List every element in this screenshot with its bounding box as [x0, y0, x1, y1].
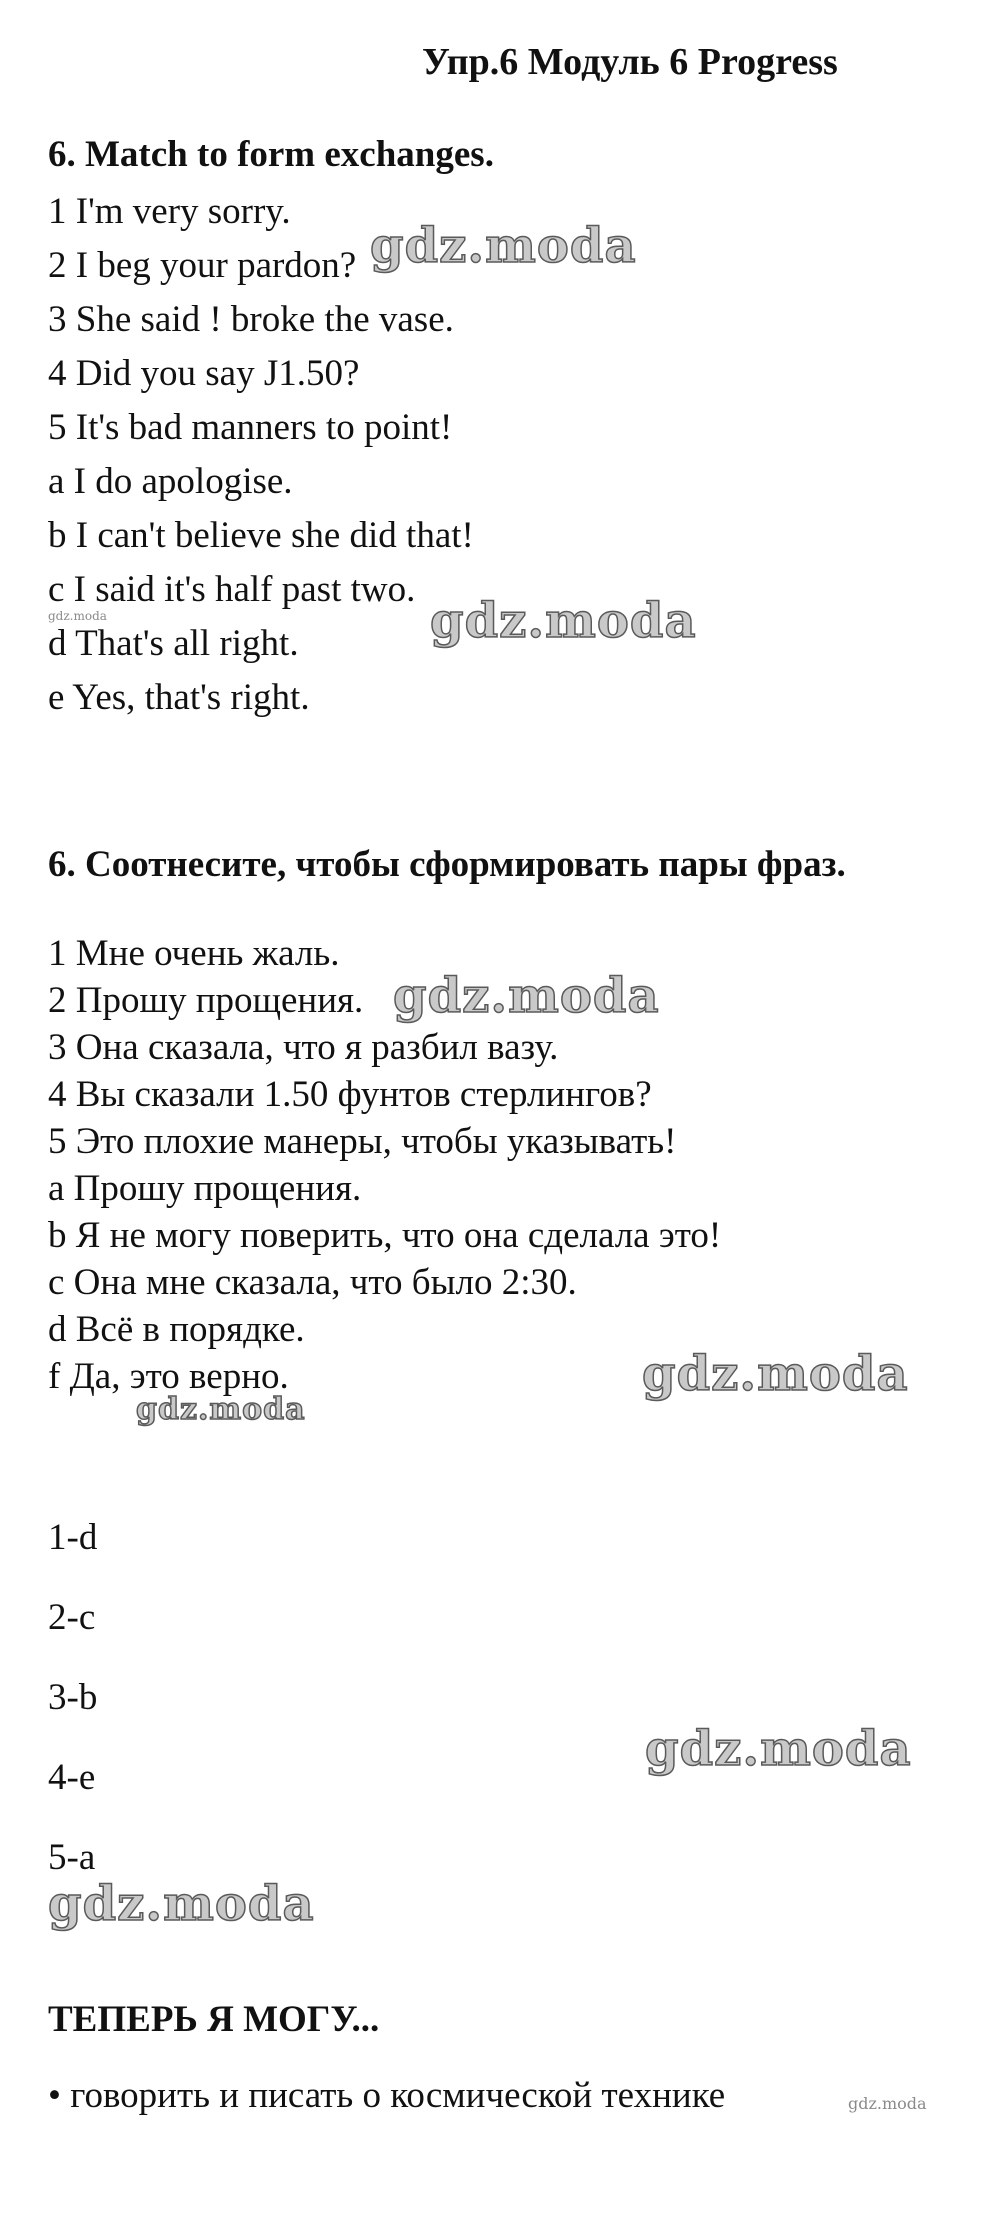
english-line-3: 3 She said ! broke the vase.	[48, 299, 454, 340]
watermark-small: gdz.moda	[48, 609, 107, 623]
watermark-small: gdz.moda	[848, 2094, 927, 2113]
russian-line-c: c Она мне сказала, что было 2:30.	[48, 1262, 577, 1303]
russian-line-a: a Прошу прощения.	[48, 1168, 362, 1209]
russian-line-d: d Всё в порядке.	[48, 1309, 305, 1350]
page-header: Упр.6 Модуль 6 Progress	[422, 41, 838, 83]
answer-2: 2-c	[48, 1597, 96, 1638]
footer-bullet-item: • говорить и писать о космической технике	[48, 2075, 726, 2116]
answer-4: 4-e	[48, 1757, 96, 1798]
answer-1: 1-d	[48, 1517, 98, 1558]
watermark-logo: gdz.moda	[48, 1876, 315, 1932]
russian-exercise-heading: 6. Соотнесите, чтобы сформировать пары фраз.	[48, 844, 846, 885]
footer-heading: ТЕПЕРЬ Я МОГУ...	[48, 1999, 380, 2040]
english-line-e: e Yes, that's right.	[48, 677, 310, 718]
russian-line-4: 4 Вы сказали 1.50 фунтов стерлингов?	[48, 1074, 652, 1115]
english-line-2: 2 I beg your pardon?	[48, 245, 357, 286]
watermark-logo: gdz.moda	[430, 593, 697, 649]
watermark-logo: gdz.moda	[645, 1721, 912, 1777]
english-exercise-heading: 6. Match to form exchanges.	[48, 134, 494, 175]
english-line-1: 1 I'm very sorry.	[48, 191, 291, 232]
russian-line-5: 5 Это плохие манеры, чтобы указывать!	[48, 1121, 677, 1162]
russian-line-b: b Я не могу поверить, что она сделала это!	[48, 1215, 722, 1256]
english-line-d: d That's all right.	[48, 623, 299, 664]
answer-5: 5-a	[48, 1837, 96, 1878]
russian-line-f: f Да, это верно.	[48, 1356, 289, 1397]
answer-3: 3-b	[48, 1677, 98, 1718]
english-line-4: 4 Did you say J1.50?	[48, 353, 360, 394]
watermark-logo: gdz.moda	[642, 1346, 909, 1402]
russian-line-2: 2 Прошу прощения.	[48, 980, 364, 1021]
english-line-b: b I can't believe she did that!	[48, 515, 474, 556]
watermark-logo: gdz.moda	[370, 218, 637, 274]
russian-line-3: 3 Она сказала, что я разбил вазу.	[48, 1027, 559, 1068]
english-line-5: 5 It's bad manners to point!	[48, 407, 453, 448]
english-line-a: a I do apologise.	[48, 461, 293, 502]
watermark-logo: gdz.moda	[393, 968, 660, 1024]
russian-line-1: 1 Мне очень жаль.	[48, 933, 340, 974]
english-line-c: c I said it's half past two.	[48, 569, 416, 610]
watermark-logo: gdz.moda	[136, 1392, 306, 1427]
